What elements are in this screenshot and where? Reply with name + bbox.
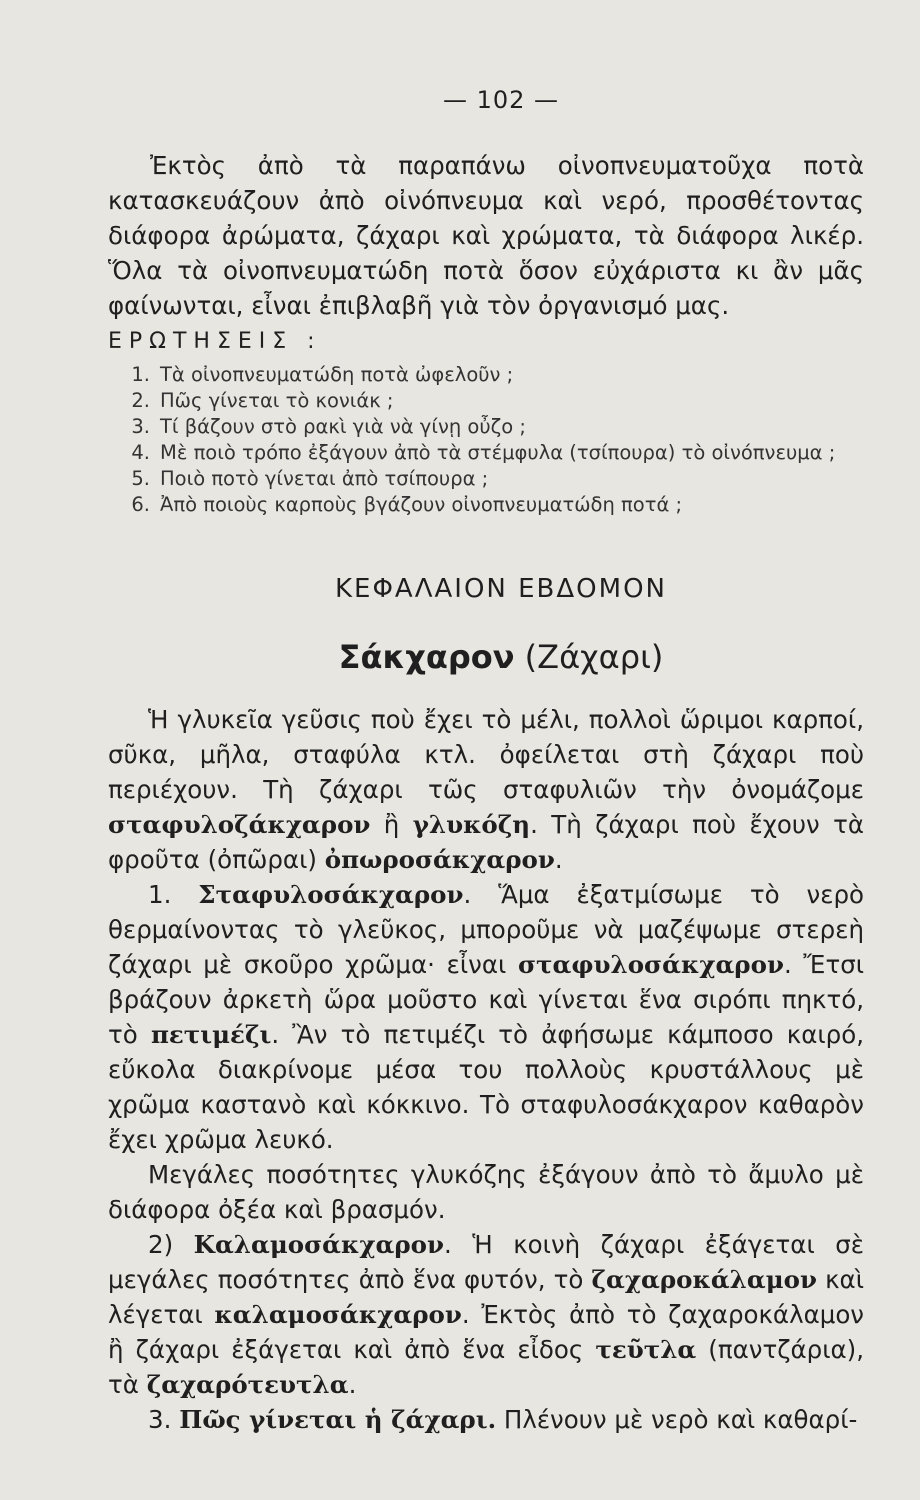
paragraph-sugar-intro: Ἡ γλυκεῖα γεῦσις ποὺ ἔχει τὸ μέλι, πολλοὶ ὥριμοι καρποί, σῦκα, μῆλα, σταφύλα κτλ. ὀφείλεται στὴ ζάχαρι ποὺ περιέχουν. Τὴ ζάχαρι τῶς σταφυλιῶν τὴν ὀνομάζομε σταφυλοζάκχαρον ἢ γλυκόζη. Τὴ ζάχαρι ποὺ ἔχουν τὰ φροῦτα (ὀπῶραι) ὀπωροσάκχαρον. [108, 705, 864, 874]
question-item: 4. Μὲ ποιὸ τρόπο ἐξάγουν ἀπὸ τὰ στέμφυλα (τσίπουρα) τὸ οἰνόπνευμα ; [131, 441, 836, 464]
section-title-sub: (Ζάχαρι) [524, 638, 664, 676]
question-item: 5. Ποιὸ ποτὸ γίνεται ἀπὸ τσίπουρα ; [131, 467, 489, 490]
section-title-main: Σάκχαρον [338, 638, 515, 676]
questions-heading: ΕΡΩΤΗΣΕΙΣ : [108, 329, 322, 354]
paragraph-cane-sugar: 2) Καλαμοσάκχαρον. Ἡ κοινὴ ζάχαρι ἐξάγεται σὲ μεγάλες ποσότητες ἀπὸ ἕνα φυτόν, τὸ ζαχαροκάλαμον καὶ λέγεται καλαμοσάκχαρον. Ἐκτὸς ἀπὸ τὸ ζαχαροκάλαμον ἢ ζάχαρι ἐξάγεται καὶ ἀπὸ ἕνα εἶδος τεῦτλα (παντζάρια), τὰ ζαχαρότευτλα. [108, 1230, 865, 1399]
question-item: 2. Πῶς γίνεται τὸ κονιάκ ; [131, 389, 394, 412]
paragraph-how-sugar-made: 3. Πῶς γίνεται ἡ ζάχαρι. Πλένουν μὲ νερὸ καὶ καθαρί- [148, 1405, 858, 1434]
question-item: 6. Ἀπὸ ποιοὺς καρποὺς βγάζουν οἰνοπνευματώδη ποτά ; [131, 493, 683, 516]
section-title [108, 638, 864, 676]
paragraph-grape-sugar: 1. Σταφυλοσάκχαρον. Ἅμα ἐξατμίσωμε τὸ νερὸ θερμαίνοντας τὸ γλεῦκος, μποροῦμε νὰ μαζέψωμε στερεὴ ζάχαρι μὲ σκοῦρο χρῶμα· εἶναι σταφυλοσάκχαρον. Ἔτσι βράζουν ἀρκετὴ ὥρα μοῦστο καὶ γίνεται ἕνα σιρόπι πηκτό, τὸ πετιμέζι. Ἂν τὸ πετιμέζι τὸ ἀφήσωμε κάμποσο καιρό, εὔκολα διακρίνομε μέσα του πολλοὺς κρυστάλλους μὲ χρῶμα καστανὸ καὶ κόκκινο. Τὸ σταφυλοσάκχαρον καθαρὸν ἔχει χρῶμα λευκό. [108, 880, 865, 1154]
questions-list [108, 362, 864, 518]
question-item: 1. Τὰ οἰνοπνευματώδη ποτὰ ὠφελοῦν ; [131, 363, 514, 386]
paragraph-glucose: Μεγάλες ποσότητες γλυκόζης ἐξάγουν ἀπὸ τὸ ἄμυλο μὲ διάφορα ὀξέα καὶ βρασμόν. [108, 1160, 864, 1224]
page-number: — 102 — [442, 86, 560, 114]
chapter-heading: ΚΕΦΑΛΑΙΟΝ ΕΒΔΟΜΟΝ [334, 574, 667, 604]
intro-paragraph: Ἐκτὸς ἀπὸ τὰ παραπάνω οἰνοπνευματοῦχα ποτὰ κατασκευάζουν ἀπὸ οἰνόπνευμα καὶ νερό, προσθέτοντας διάφορα ἀρώματα, ζάχαρι καὶ χρώματα, τὰ διάφορα λικέρ. Ὅλα τὰ οἰνοπνευματώδη ποτὰ ὅσον εὐχάριστα κι ἂν μᾶς φαίνωνται, εἶναι ἐπιβλαβῆ γιὰ τὸν ὀργανισμό μας. [108, 151, 864, 320]
question-item: 3. Τί βάζουν στὸ ρακὶ γιὰ νὰ γίνῃ οὖζο ; [131, 415, 526, 438]
